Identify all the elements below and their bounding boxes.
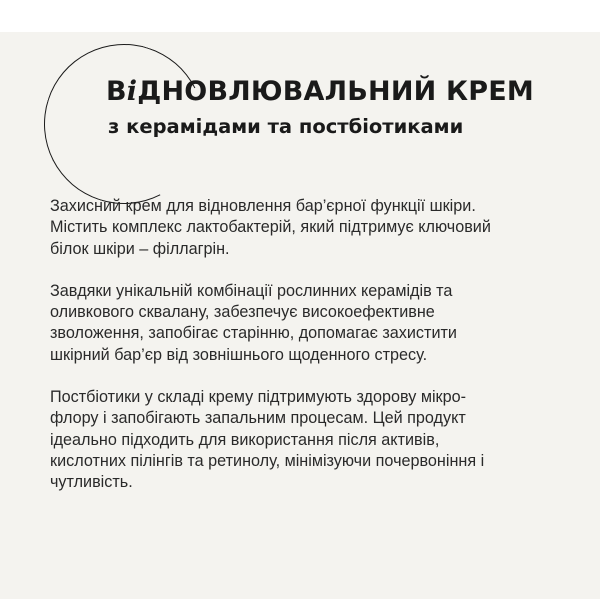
title-block [106, 76, 566, 140]
paragraph-line: ідеально підходить для використання після активів, [50, 430, 440, 449]
paragraph-line: зволоження, запобігає старінню, допомагає захистити [50, 324, 457, 343]
description [50, 196, 570, 515]
paragraph-line: Завдяки унікальній комбінації рослинних керамідів та [50, 281, 453, 300]
paragraph-line: оливкового сквалану, забезпечує високоефективне [50, 303, 435, 322]
page-title [106, 76, 566, 108]
paragraph-1 [50, 196, 570, 260]
page-subtitle: з керамідами та постбіотиками [108, 115, 464, 138]
paragraph-2 [50, 281, 570, 366]
paragraph-line: кислотних пілінгів та ретинолу, мінімізуючи почервоніння і [50, 451, 485, 470]
title-first-letter: В [106, 76, 127, 107]
paragraph-line: шкірний бар’єр від зовнішнього щоденного стресу. [50, 345, 428, 364]
paragraph-line: чутливість. [50, 473, 133, 492]
paragraph-line: білок шкіри – філлагрін. [50, 239, 230, 258]
paragraph-line: Постбіотики у складі крему підтримують здорову мікро- [50, 388, 467, 407]
paragraph-line: Містить комплекс лактобактерій, який підтримує ключовий [50, 218, 491, 237]
paragraph-3 [50, 387, 570, 493]
title-rest: ДНОВЛЮВАЛЬНИЙ КРЕМ [137, 76, 534, 107]
paragraph-line: Захисний крем для відновлення бар’єрної функції шкіри. [50, 197, 476, 215]
product-card [0, 32, 600, 599]
title-ornament-letter: і [126, 76, 138, 107]
paragraph-line: флору і запобігають запальним процесам. Цей продукт [50, 409, 466, 428]
